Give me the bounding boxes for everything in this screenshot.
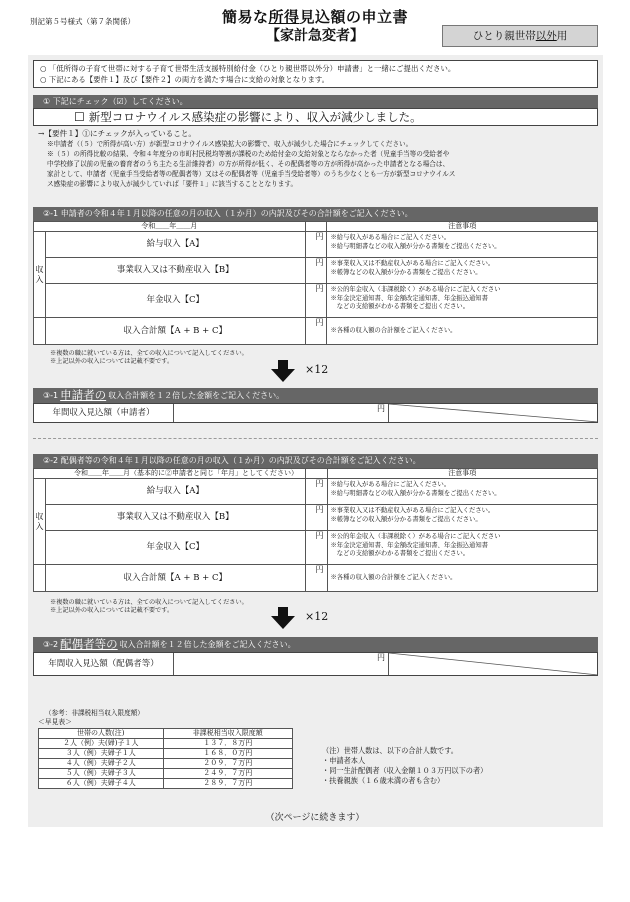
month-header: 令和＿＿年＿＿月（基本的に②申請者と同じ「年月」としてください） [34, 469, 306, 479]
salary-income-label: 給与収入【A】 [45, 479, 305, 505]
arrow-down-icon [271, 607, 295, 630]
section3-2-band [33, 637, 598, 652]
month-header: 令和＿＿年＿＿月 [34, 222, 306, 232]
spouse-annual-income-row [33, 652, 598, 676]
note-title: （注）世帯人数は、以下の合計人数です。 [322, 746, 458, 755]
section2-1-band: ②-1 申請者の令和４年１月以降の任意の月の収入（１か月）の内訳及びその合計額をご記入ください。 [33, 207, 598, 221]
note-line: ※給与明細書などの収入額が分かる書類をご提出ください。 [330, 242, 501, 250]
badge-text: ひとり親世帯 [472, 30, 536, 42]
table-row [39, 759, 293, 769]
ref-cell: ２０９．７万円 [163, 759, 292, 769]
covid-statement: 新型コロナウイルス感染症の影響により、収入が減少しました。 [88, 109, 422, 124]
footnote: ※上記以外の収入については記載不要です。 [50, 607, 174, 615]
salary-income-label: 給与収入【A】 [45, 232, 305, 258]
note-line: ※帳簿などの収入額が分かる書類をご提出ください。 [330, 268, 482, 276]
footnote: ※複数の職に就いている方は、全ての収入について記入してください。 [50, 350, 248, 357]
applicant-annual-income-label: 年間収入見込額（申請者） [34, 404, 174, 422]
section2-1-footnotes [50, 350, 248, 367]
notes-header: 注意事項 [327, 222, 598, 232]
section2-2-footnotes [50, 599, 248, 616]
band-emphasis: 配偶者等の [60, 637, 118, 652]
business-income-input[interactable]: 円 [305, 505, 327, 531]
business-income-note [327, 505, 598, 531]
footnote: ※上記以外の収入については記載不要です。 [50, 358, 174, 366]
arrow-down-icon [271, 360, 295, 383]
band-prefix: ③-1 [43, 390, 59, 400]
checkbox-icon[interactable]: ☐ [74, 109, 85, 124]
table-row [39, 779, 293, 789]
note-item: ・申請者本人 [322, 756, 366, 766]
section1-band: ① 下記にチェック（☑）してください。 [33, 95, 598, 108]
yen-header [305, 222, 327, 232]
footnote: ※複数の職に就いている方は、全ての収入について記入してください。 [50, 599, 248, 606]
income-side-label: 収入 [34, 479, 46, 565]
diagonal-hatch [389, 404, 597, 422]
diagonal-hatch [389, 653, 597, 675]
ref-cell: ２人（例）夫(婦)子１人 [39, 739, 164, 749]
business-income-label: 事業収入又は不動産収入【B】 [45, 258, 305, 284]
ref-cell: ３人（例）夫婦子１人 [39, 749, 164, 759]
note-item: ・扶養親族（１６歳未満の者も含む） [322, 776, 445, 786]
note-line: ※公的年金収入（非課税除く）がある場合にご記入ください [330, 533, 501, 540]
badge-text: 用 [556, 30, 568, 42]
band-text: 収入合計額を１２倍した金額をご記入ください。 [108, 390, 285, 400]
continued-footer: （次ページに続きます） [265, 813, 365, 823]
notes-header: 注意事項 [327, 469, 598, 479]
applicant-annual-income-row [33, 403, 598, 423]
pension-income-input[interactable]: 円 [305, 284, 327, 318]
note-line: ※給与収入がある場合にご記入ください。 [330, 234, 451, 241]
business-income-label: 事業収入又は不動産収入【B】 [45, 505, 305, 531]
title-part: 見込額の申立書 [299, 8, 409, 26]
multiplier-label: ×12 [305, 363, 329, 376]
title-emphasis: 所得 [268, 8, 300, 26]
note-line: ※事業収入又は不動産収入がある場合にご記入ください。 [330, 507, 495, 514]
section2-2-band: ②-2 配偶者等の令和４年１月以降の任意の月の収入（１か月）の内訳及びその合計額をご記入ください。 [33, 454, 598, 468]
band-text: 収入合計額を１２倍した金額をご記入ください。 [119, 639, 296, 649]
reference-title: （参考：非課税相当収入限度額） [45, 709, 144, 717]
pension-income-label: 年金収入【C】 [45, 531, 305, 565]
income-total-label: 収入合計額【A + B + C】 [45, 565, 305, 592]
household-type-badge [442, 25, 598, 47]
ref-header: 世帯の人数(注) [39, 729, 164, 739]
note-line: ※事業収入又は不動産収入がある場合にご記入ください。 [330, 260, 495, 267]
section1-notes [47, 140, 599, 189]
income-side-label: 収入 [34, 232, 46, 318]
note-line: ※（５）の所得比較の結果、令和４年度分の市町村民税均等割が課税のため給付金の支給対象とならなかった者（児童手当等の受給者や [47, 149, 450, 158]
income-limit-table [38, 728, 293, 789]
ref-cell: ６人（例）夫婦子４人 [39, 779, 164, 789]
business-income-note [327, 258, 598, 284]
note-line: ※年金決定通知書、年金額改定通知書、年金振込通知書 [330, 541, 488, 549]
note-line: などの支給額がわかる書類をご提出ください。 [330, 303, 469, 310]
note-line: ※給与明細書などの収入額が分かる書類をご提出ください。 [330, 489, 501, 497]
blank-cell [34, 318, 46, 345]
pension-income-label: 年金収入【C】 [45, 284, 305, 318]
blank-cell [34, 565, 46, 592]
reference-subtitle: ＜早見表＞ [38, 718, 72, 726]
note-line: などの支給額がわかる書類をご提出ください。 [330, 550, 470, 557]
table-row [39, 739, 293, 749]
notice-box [33, 60, 598, 88]
income-total-input[interactable]: 円 [305, 318, 327, 345]
note-line: 家計として、申請者（児童手当受給者等の配偶者等）又はその配偶者等（児童手当受給者等）のうち少なくとも一方が新型コロナウイルス [47, 169, 456, 178]
band-emphasis: 申請者の [60, 388, 107, 403]
income-total-input[interactable]: 円 [305, 565, 327, 592]
note-line: ※申請者（（５）で所得が高い方）が新型コロナウイルス感染拡大の影響で、収入が減少した場合にチェックしてください。 [47, 140, 413, 148]
ref-header: 非課税相当収入限度額 [163, 729, 292, 739]
ref-cell: １６８．０万円 [163, 749, 292, 759]
section3-1-band [33, 388, 598, 403]
pension-income-note [327, 531, 598, 565]
page-subtitle: 【家計急変者】 [266, 27, 364, 44]
form-number: 別記第５号様式（第７条関係） [30, 17, 135, 26]
spouse-income-table [33, 468, 598, 592]
applicant-annual-income-input[interactable]: 円 [174, 404, 389, 422]
covid-checkbox-row[interactable] [33, 108, 598, 126]
salary-income-note [327, 479, 598, 505]
pension-income-input[interactable]: 円 [305, 531, 327, 565]
ref-cell: １３７．８万円 [163, 739, 292, 749]
ref-cell: ２４９．７万円 [163, 769, 292, 779]
table-row [39, 769, 293, 779]
notice-line: ○ 「低所得の子育て世帯に対する子育て世帯生活支援特別給付金（ひとり親世帯以外分）申請書」と一緒にご提出ください。 [40, 64, 456, 73]
notice-line: ○ 下記にある【要件１】及び【要件２】の両方を満たす場合に支給の対象となります。 [40, 75, 330, 85]
income-total-note: ※各種の収入額の合計額をご記入ください。 [327, 565, 598, 592]
salary-income-input[interactable]: 円 [305, 232, 327, 258]
spouse-annual-income-label: 年間収入見込額（配偶者等） [34, 653, 174, 675]
band-prefix: ③-2 [43, 639, 59, 649]
note-line: ※給与収入がある場合にご記入ください。 [330, 481, 451, 488]
multiplier-label: ×12 [305, 610, 329, 623]
ref-cell: ２８９．７万円 [163, 779, 292, 789]
note-line: ※帳簿などの収入額が分かる書類をご提出ください。 [330, 515, 482, 523]
salary-income-note [327, 232, 598, 258]
yen-header [305, 469, 327, 479]
spouse-annual-income-input[interactable]: 円 [174, 653, 389, 675]
note-line: ※公的年金収入（非課税除く）がある場合にご記入ください [330, 286, 501, 293]
household-count-note [322, 746, 487, 786]
page-title [0, 8, 630, 27]
applicant-income-table [33, 221, 598, 345]
salary-income-input[interactable]: 円 [305, 479, 327, 505]
ref-cell: ４人（例）夫婦子２人 [39, 759, 164, 769]
table-row [39, 749, 293, 759]
note-item: ・同一生計配偶者（収入金額１０３万円以下の者） [322, 766, 488, 776]
note-line: 中学校修了以前の児童の養育者のうち主たる生計維持者）の方が所得が低く、その配偶者等の方が所得が高かった申請者となる場合は、 [47, 159, 450, 168]
income-total-note: ※各種の収入額の合計額をご記入ください。 [327, 318, 598, 345]
requirement1-note: →【要件１】①にチェックが入っていること。 [38, 129, 197, 138]
title-part: 簡易な [221, 8, 269, 26]
pension-income-note [327, 284, 598, 318]
ref-cell: ５人（例）夫婦子３人 [39, 769, 164, 779]
business-income-input[interactable]: 円 [305, 258, 327, 284]
note-line: ス感染症の影響により収入が減少していれば「要件１」に該当することとなります。 [47, 179, 298, 188]
divider [33, 438, 598, 439]
badge-emphasis: 以外 [535, 30, 557, 42]
income-total-label: 収入合計額【A + B + C】 [45, 318, 305, 345]
note-line: ※年金決定通知書、年金額改定通知書、年金振込通知書 [330, 294, 488, 302]
